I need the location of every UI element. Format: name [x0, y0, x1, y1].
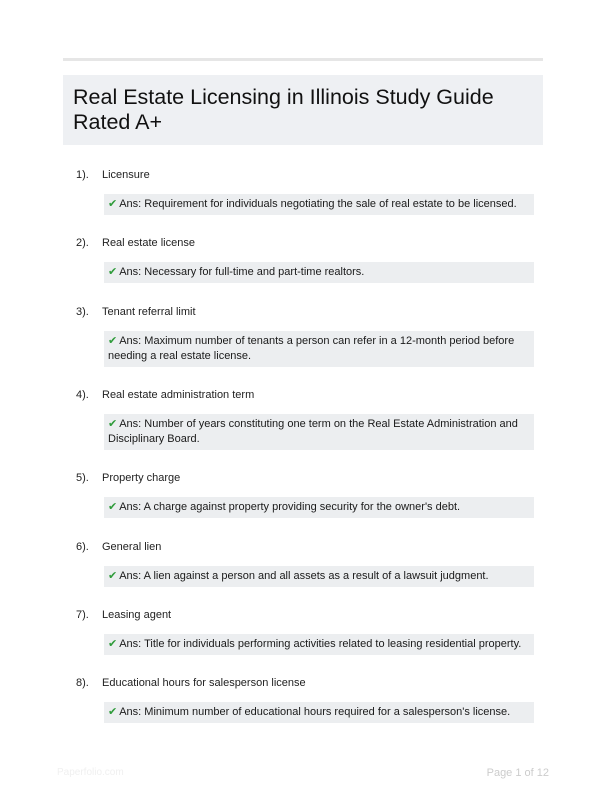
- answer-box: [104, 414, 534, 450]
- answer-text: Ans: A lien against a person and all assets as a result of a lawsuit judgment.: [119, 570, 489, 582]
- check-icon: ✔: [108, 198, 118, 210]
- answer-box: [104, 262, 534, 283]
- answer-text: Ans: Maximum number of tenants a person can refer in a 12-month period before needing a real estate license.: [108, 335, 515, 362]
- check-icon: ✔: [108, 501, 118, 513]
- item-number: 2).: [76, 237, 89, 249]
- question-text: Real estate license: [102, 237, 195, 249]
- question-text: Real estate administration term: [102, 389, 255, 401]
- answer-box: [104, 566, 534, 587]
- title-banner: [63, 75, 543, 145]
- answer-box: [104, 634, 534, 655]
- question-text: Property charge: [102, 472, 181, 484]
- item-number: 4).: [76, 389, 89, 401]
- item-number: 6).: [76, 541, 89, 553]
- answer-box: [104, 702, 534, 723]
- answer-text: Ans: Requirement for individuals negotiating the sale of real estate to be licensed.: [119, 198, 517, 210]
- answer-box: [104, 497, 534, 518]
- check-icon: ✔: [108, 638, 118, 650]
- item-number: 5).: [76, 472, 89, 484]
- question-text: General lien: [102, 541, 162, 553]
- check-icon: ✔: [108, 570, 118, 582]
- item-number: 1).: [76, 169, 89, 181]
- item-number: 7).: [76, 609, 89, 621]
- footer-watermark: Paperfolio.com: [57, 767, 124, 778]
- item-number: 3).: [76, 306, 89, 318]
- check-icon: ✔: [108, 706, 118, 718]
- question-text: Tenant referral limit: [102, 306, 196, 318]
- question-text: Educational hours for salesperson license: [102, 677, 306, 689]
- item-number: 8).: [76, 677, 89, 689]
- answer-text: Ans: Minimum number of educational hours required for a salesperson's license.: [119, 706, 511, 718]
- page-title: Real Estate Licensing in Illinois Study Guide Rated A+: [73, 85, 494, 134]
- page-number: Page 1 of 12: [486, 767, 549, 779]
- answer-text: Ans: A charge against property providing security for the owner's debt.: [119, 501, 461, 513]
- question-text: Licensure: [102, 169, 150, 181]
- top-divider: [63, 58, 543, 61]
- question-text: Leasing agent: [102, 609, 172, 621]
- answer-box: [104, 331, 534, 367]
- answer-box: [104, 194, 534, 215]
- check-icon: ✔: [108, 266, 118, 278]
- answer-text: Ans: Number of years constituting one term on the Real Estate Administration and Disciplinary Board.: [108, 418, 518, 445]
- answer-text: Ans: Title for individuals performing activities related to leasing residential property.: [119, 638, 522, 650]
- check-icon: ✔: [108, 418, 118, 430]
- answer-text: Ans: Necessary for full-time and part-time realtors.: [119, 266, 365, 278]
- check-icon: ✔: [108, 335, 118, 347]
